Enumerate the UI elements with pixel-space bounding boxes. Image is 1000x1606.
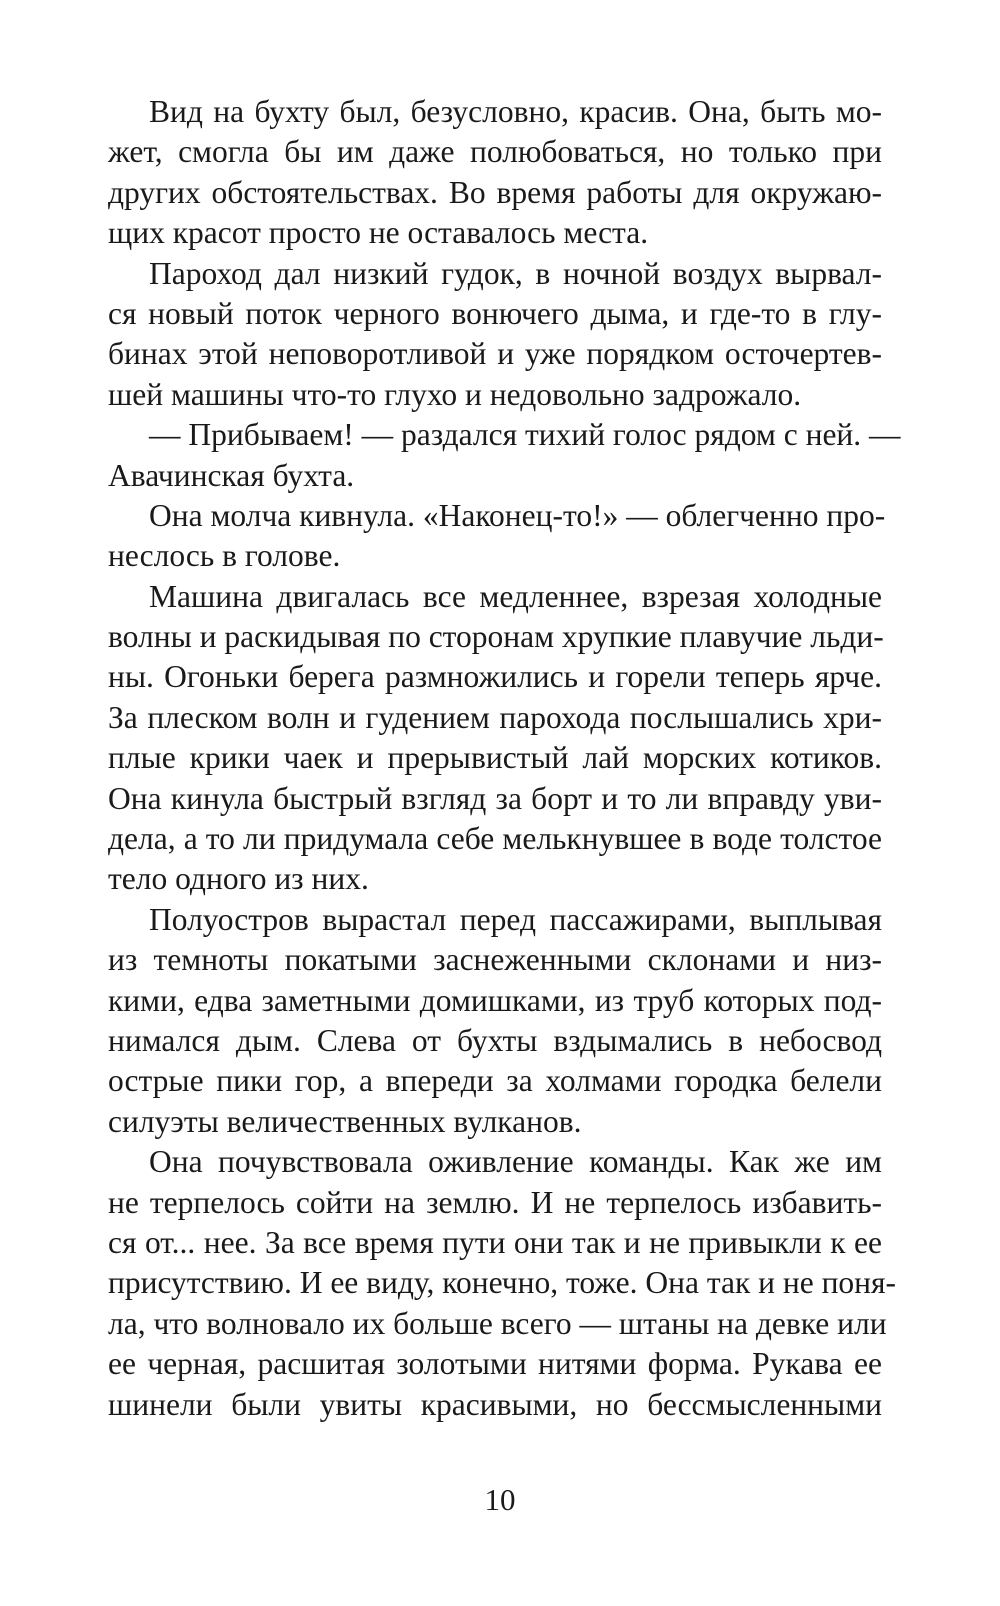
text-line: неслось в голове. — [108, 538, 341, 574]
text-line: шинели были увиты красивыми, но бессмысленными — [108, 1386, 882, 1422]
text-line: из темноты покатыми заснеженными склонами и низ- — [108, 942, 882, 978]
text-line: бинах этой неповоротливой и уже порядком осточертев- — [108, 336, 882, 372]
text-line: не терпелось сойти на землю. И не терпелось избавить- — [108, 1184, 882, 1220]
text-line: ны. Огоньки берега размножились и горели теперь ярче. — [108, 659, 882, 695]
text-line: острые пики гор, а впереди за холмами городка белели — [108, 1063, 882, 1099]
body-text — [108, 92, 901, 1425]
text-line: ла, что волновало их больше всего — штаны на девке или — [108, 1305, 887, 1341]
text-line: ся новый поток черного вонючего дыма, и где-то в глу- — [108, 295, 882, 331]
text-line: Вид на бухту был, безусловно, красив. Она, быть мо- — [149, 94, 882, 129]
text-line: Полуостров вырастал перед пассажирами, выплывая — [149, 901, 882, 937]
text-line: шей машины что-то глухо и недовольно задрожало. — [108, 376, 802, 412]
text-line: нимался дым. Слева от бухты вздымались в небосвод — [108, 1022, 882, 1058]
text-line: Она молча кивнула. «Наконец-то!» — облегченно про- — [149, 497, 886, 533]
text-line: — Прибываем! — раздался тихий голос рядом с ней. — — [149, 417, 901, 453]
text-line: За плеском волн и гудением парохода послышались хри- — [108, 699, 882, 735]
text-line: дела, а то ли придумала себе мелькнувшее в воде толстое — [108, 821, 882, 857]
text-line: Она кинула быстрый взгляд за борт и то ли вправду уви- — [108, 780, 882, 816]
text-line: других обстоятельствах. Во время работы для окружаю- — [108, 174, 882, 210]
text-line: силуэты величественных вулканов. — [108, 1103, 582, 1139]
text-line: плые крики чаек и прерывистый лай морских котиков. — [108, 740, 882, 776]
text-line: ее черная, расшитая золотыми нитями форма. Рукава ее — [108, 1346, 882, 1382]
text-line: Пароход дал низкий гудок, в ночной воздух вырвал- — [149, 255, 882, 291]
text-line: щих красот просто не оставалось места. — [108, 215, 649, 251]
text-line: волны и раскидывая по сторонам хрупкие плавучие льди- — [108, 619, 884, 655]
text-line: присутствию. И ее виду, конечно, тоже. Она так и не поня- — [108, 1265, 897, 1301]
text-line: тело одного из них. — [108, 861, 369, 897]
text-line: кими, едва заметными домишками, из труб которых под- — [108, 982, 882, 1018]
text-line: Авачинская бухта. — [108, 457, 355, 493]
page-number: 10 — [484, 1482, 516, 1517]
text-line: Машина двигалась все медленнее, взрезая холодные — [149, 578, 882, 614]
text-line: Она почувствовала оживление команды. Как же им — [149, 1144, 882, 1180]
text-line: жет, смогла бы им даже полюбоваться, но только при — [108, 134, 882, 170]
text-line: ся от... нее. За все время пути они так и не привыкли к ее — [108, 1224, 882, 1260]
